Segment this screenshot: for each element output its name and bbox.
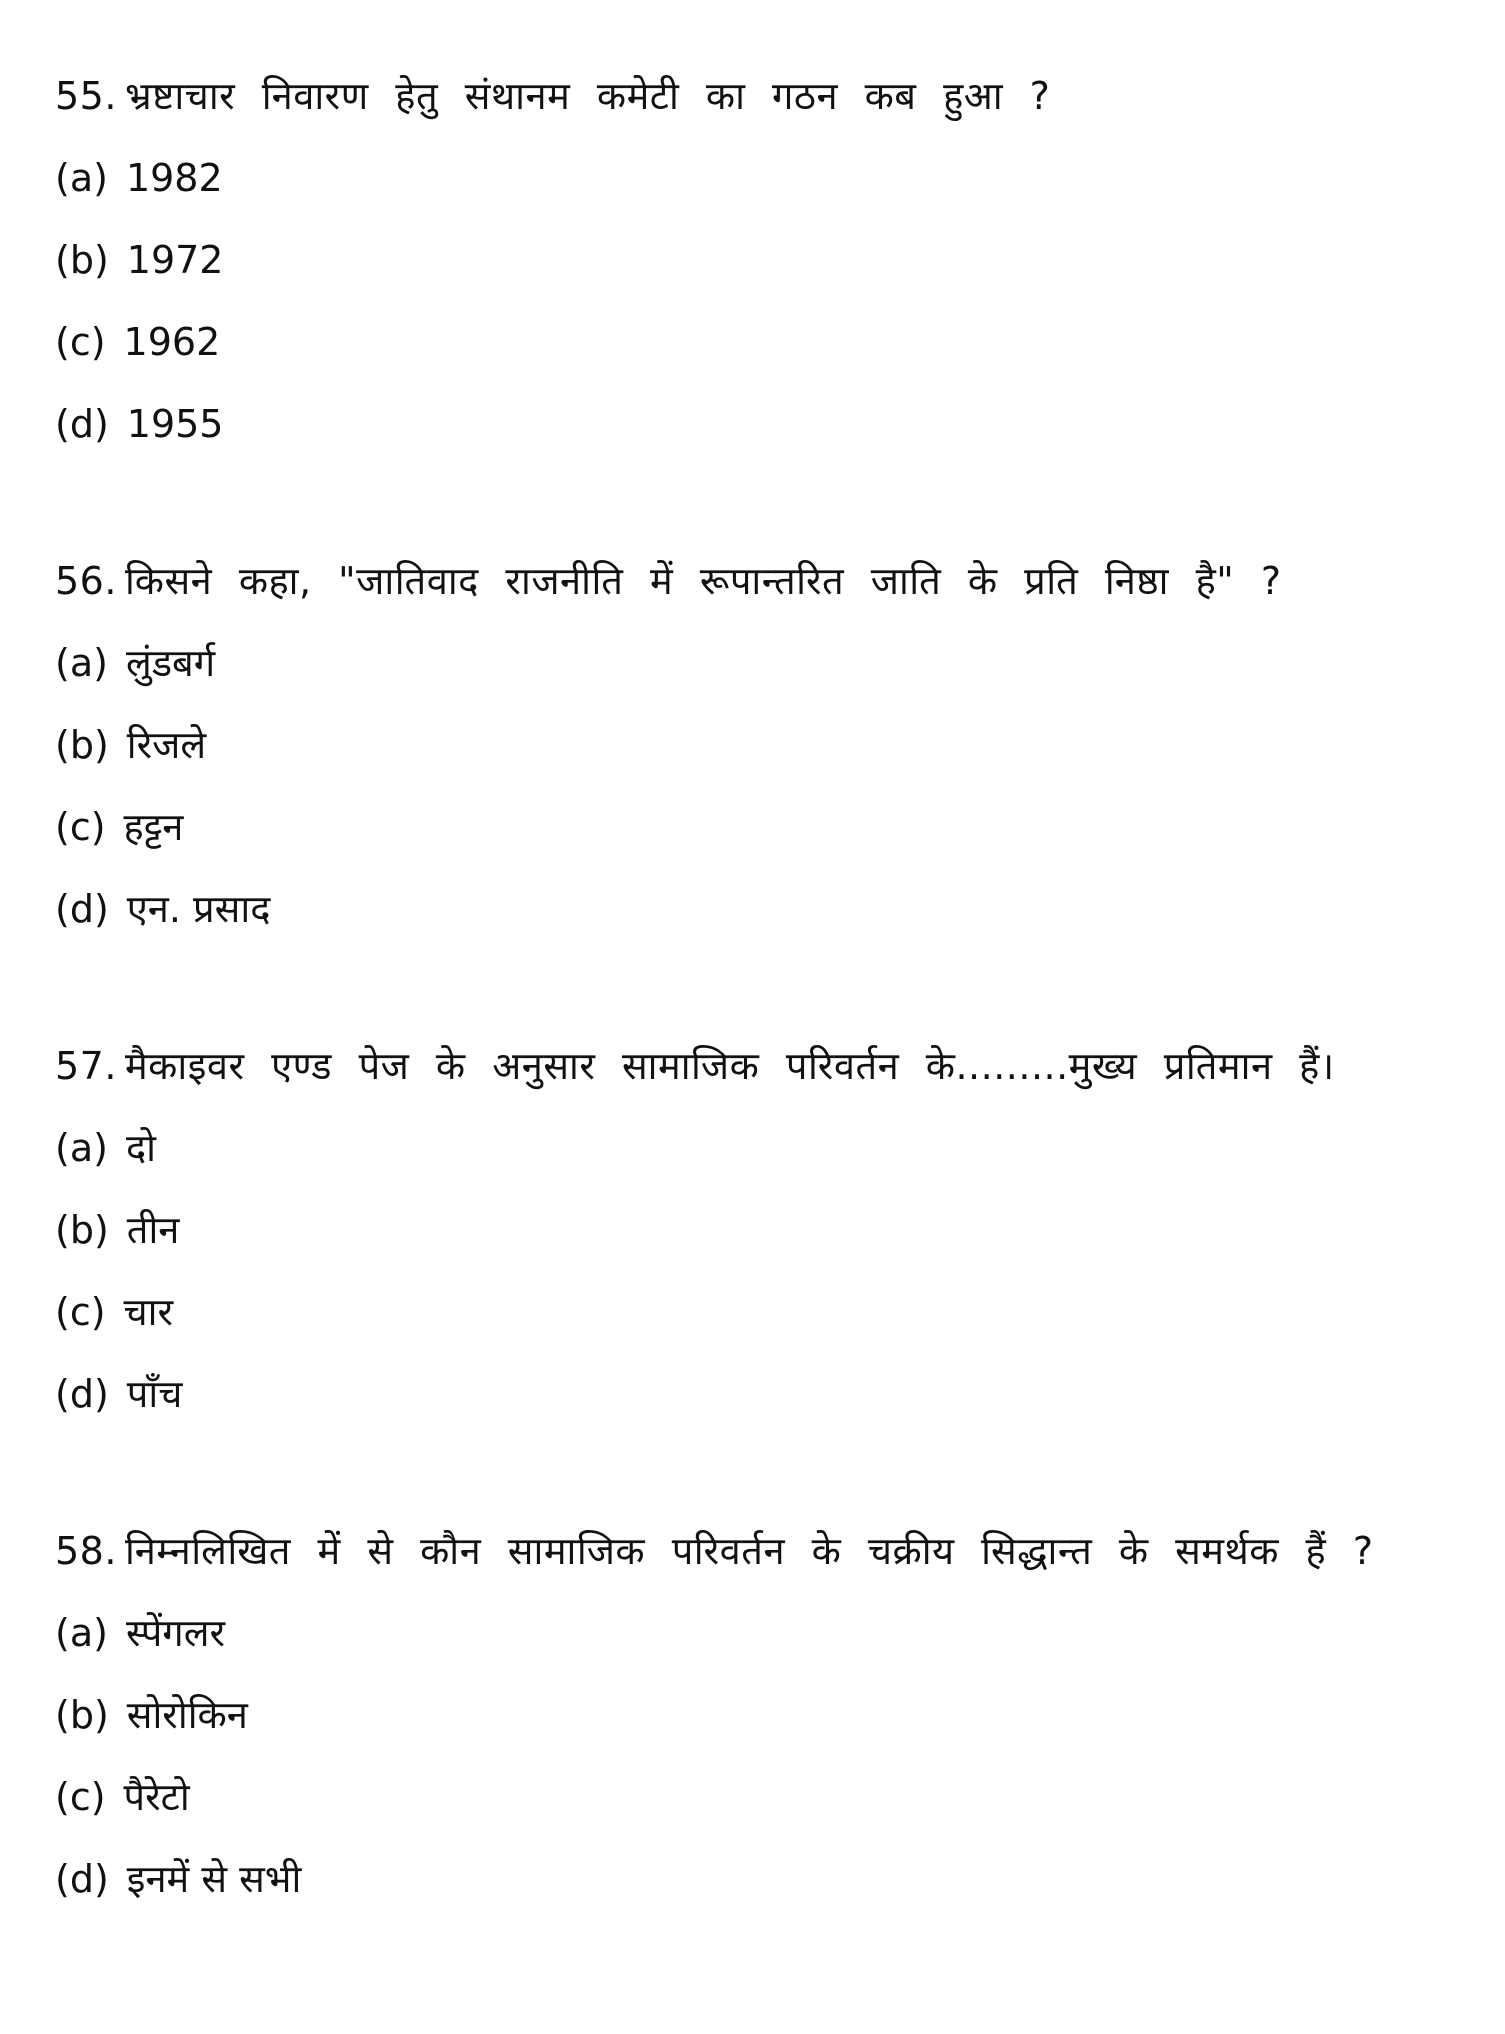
option-label: (d) — [55, 887, 109, 931]
option-text: रिजले — [126, 723, 207, 767]
option-text: दो — [125, 1126, 156, 1170]
option-b — [55, 719, 1465, 771]
option-d — [55, 883, 1465, 935]
option-text: 1972 — [126, 238, 224, 282]
option-text: 1982 — [125, 156, 223, 200]
option-text: एन. प्रसाद — [126, 887, 271, 931]
question-stem: भ्रष्टाचार निवारण हेतु संथानम कमेटी का गठन कब हुआ ? — [124, 74, 1051, 118]
question-number: 58. — [55, 1529, 117, 1573]
question-text — [55, 1525, 1465, 1577]
option-text: इनमें से सभी — [126, 1857, 302, 1901]
option-c — [55, 316, 1465, 368]
option-text: 1962 — [123, 320, 221, 364]
option-label: (c) — [55, 320, 106, 364]
option-text: सोरोकिन — [126, 1693, 248, 1737]
option-d — [55, 1853, 1465, 1905]
option-label: (d) — [55, 402, 109, 446]
option-a — [55, 152, 1465, 204]
option-label: (c) — [55, 1775, 106, 1819]
question-number: 57. — [55, 1044, 117, 1088]
question-stem: मैकाइवर एण्ड पेज के अनुसार सामाजिक परिवर्तन के.........मुख्य प्रतिमान हैं। — [124, 1044, 1335, 1088]
option-c — [55, 1286, 1465, 1338]
option-text: स्पेंगलर — [125, 1611, 226, 1655]
option-label: (b) — [55, 723, 109, 767]
option-text: 1955 — [126, 402, 224, 446]
question-number: 55. — [55, 74, 117, 118]
question-stem: किसने कहा, "जातिवाद राजनीति में रूपान्तरित जाति के प्रति निष्ठा है" ? — [124, 559, 1282, 603]
option-text: पाँच — [126, 1372, 183, 1416]
option-text: लुंडबर्ग — [125, 641, 216, 685]
question-text — [55, 1040, 1465, 1092]
option-a — [55, 1607, 1465, 1659]
question-number: 56. — [55, 559, 117, 603]
question-57 — [55, 1040, 1465, 1420]
option-b — [55, 1204, 1465, 1256]
question-58 — [55, 1525, 1465, 1905]
option-text: तीन — [126, 1208, 180, 1252]
option-label: (a) — [55, 1126, 108, 1170]
option-label: (a) — [55, 1611, 108, 1655]
question-56 — [55, 555, 1465, 935]
option-label: (a) — [55, 641, 108, 685]
option-label: (b) — [55, 1693, 109, 1737]
option-label: (c) — [55, 1290, 106, 1334]
option-label: (a) — [55, 156, 108, 200]
question-55 — [55, 70, 1465, 450]
option-label: (b) — [55, 238, 109, 282]
option-label: (c) — [55, 805, 106, 849]
option-b — [55, 1689, 1465, 1741]
question-text — [55, 555, 1465, 607]
option-text: पैरेटो — [123, 1775, 190, 1819]
question-page — [55, 70, 1465, 2010]
option-text: चार — [123, 1290, 174, 1334]
option-b — [55, 234, 1465, 286]
option-d — [55, 398, 1465, 450]
question-stem: निम्नलिखित में से कौन सामाजिक परिवर्तन के चक्रीय सिद्धान्त के समर्थक हैं ? — [124, 1529, 1374, 1573]
option-label: (d) — [55, 1372, 109, 1416]
option-a — [55, 637, 1465, 689]
option-text: हट्टन — [123, 805, 184, 849]
option-c — [55, 1771, 1465, 1823]
option-d — [55, 1368, 1465, 1420]
option-label: (d) — [55, 1857, 109, 1901]
option-c — [55, 801, 1465, 853]
question-text — [55, 70, 1465, 122]
option-label: (b) — [55, 1208, 109, 1252]
option-a — [55, 1122, 1465, 1174]
